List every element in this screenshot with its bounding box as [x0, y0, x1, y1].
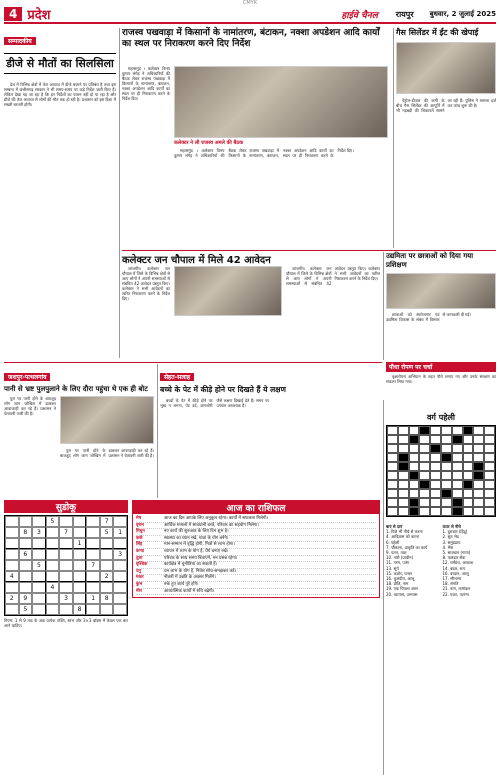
crossword-cell[interactable]	[387, 426, 398, 435]
sudoku-cell[interactable]	[46, 604, 60, 615]
rashi-name: मीन	[136, 588, 143, 594]
crossword-cell[interactable]	[430, 435, 441, 444]
sudoku-cell[interactable]	[32, 516, 46, 527]
sudoku-cell[interactable]	[19, 560, 33, 571]
editorial	[4, 28, 116, 358]
sudoku-cell[interactable]: 7	[86, 560, 100, 571]
crossword-cell[interactable]	[463, 435, 474, 444]
crossword-cell[interactable]	[441, 489, 452, 498]
rashifal-list	[133, 514, 379, 597]
issue-date: बुधवार, 2 जुलाई 2025	[429, 9, 496, 18]
crossword-cell[interactable]	[473, 480, 484, 489]
sudoku-cell[interactable]	[100, 538, 114, 549]
sudoku-cell[interactable]	[5, 549, 19, 560]
sudoku-cell[interactable]	[5, 527, 19, 538]
sudoku-cell[interactable]	[19, 571, 33, 582]
clue-item: 1. दुराचार (हिंदू)	[442, 529, 468, 535]
sudoku-cell[interactable]	[113, 516, 127, 527]
accident-tag: जशपुर-पत्थलगांव	[4, 373, 50, 381]
sudoku-cell[interactable]	[113, 593, 127, 604]
clue-item: 2. सुत भेद	[442, 534, 459, 540]
sudoku-cell[interactable]: 3	[113, 549, 127, 560]
sudoku-cell[interactable]	[59, 560, 73, 571]
sudoku-cell[interactable]	[73, 516, 87, 527]
sudoku-cell[interactable]	[113, 582, 127, 593]
crossword-cell[interactable]	[398, 498, 409, 507]
lead-story	[122, 28, 390, 158]
crossword-cell[interactable]	[387, 435, 398, 444]
crossword-cell[interactable]	[463, 471, 474, 480]
sudoku-cell[interactable]	[59, 571, 73, 582]
sudoku-cell[interactable]	[5, 560, 19, 571]
clue-item: 4. भैंस	[442, 544, 454, 550]
rashifal-row	[136, 589, 376, 596]
accident-headline: पानी से भ्रष्ट पुलपुलाने के लिए दौरा पहुंचा थे एक ही बोट	[4, 385, 148, 393]
rashifal-row	[136, 582, 376, 589]
clue-item: 16. वरदान, आलू	[442, 570, 469, 576]
crossword-grid	[386, 425, 496, 517]
rashi-text: नए कार्य की शुरुआत के लिए दिन शुभ है।	[164, 529, 229, 535]
crossword-cell[interactable]	[398, 444, 409, 453]
crossword-cell[interactable]	[430, 480, 441, 489]
page-number: 4	[4, 7, 22, 21]
crossword-cell[interactable]	[473, 471, 484, 480]
gas-body: पेट्रोल-डीजल की कमी के बीच गैस सिलेंडर की आपूर्ति में भी गड़बड़ी की शिकायतें सामने आ रही हैं। पुलिस ने मामला दर्ज कर जांच शुरू की है।	[396, 98, 496, 113]
crossword-cell[interactable]	[484, 480, 495, 489]
crossword-cell[interactable]	[398, 507, 409, 516]
sudoku-cell[interactable]	[73, 560, 87, 571]
down-clues	[443, 524, 497, 597]
crossword-cell[interactable]	[452, 471, 463, 480]
crossword-cell[interactable]	[452, 507, 463, 516]
sudoku-cell[interactable]	[59, 516, 73, 527]
crossword-cell[interactable]	[473, 426, 484, 435]
crossword-cell[interactable]	[484, 435, 495, 444]
clue-item: 5. सावधान (गाया)	[442, 550, 471, 556]
editorial-body: देश में विभिन्न क्षेत्रों में तेज आवाज में डीजे बजाने पर प्रतिबंध है तथा इस सम्बन्ध में छत्तीसगढ़ सरकार ने भी समय-समय पर कड़े निर्देश जारी किए हैं। लेकिन देखा यह जा रहा है कि इन निर्देशों का पालन नहीं हो पा रहा है और डीजे की तेज आवाज से लोगों की मौत तक हो रही है। प्रशासन को इस दिशा में सख्ती बरतनी होगी।	[4, 82, 116, 107]
sudoku-cell[interactable]	[113, 560, 127, 571]
crossword-cell[interactable]	[409, 480, 420, 489]
crossword-cell[interactable]	[409, 498, 420, 507]
crossword-cell[interactable]	[473, 453, 484, 462]
rashi-name: मिथुन	[136, 529, 145, 535]
rashi-name: कन्या	[136, 548, 145, 554]
sudoku-instruction: नियम: 1 से 9 तक के अंक प्रत्येक पंक्ति, स्तंभ और 3×3 बॉक्स में केवल एक बार आने चाहिए।	[4, 618, 128, 628]
crossword-cell[interactable]	[409, 489, 420, 498]
clue-item: 10. नारी (प्राचीन)	[386, 555, 414, 561]
crossword-cell[interactable]	[430, 444, 441, 453]
sudoku-cell[interactable]	[32, 582, 46, 593]
rashifal-row	[136, 529, 376, 536]
sudoku-cell[interactable]: 1	[86, 593, 100, 604]
sudoku-cell[interactable]	[86, 538, 100, 549]
clue-item: 22. एकर, पटरंगा	[442, 591, 469, 597]
clue-item: 18. संगति	[442, 581, 459, 587]
rashi-name: तुला	[136, 555, 143, 561]
training-body: छात्राओं को स्वरोजगार एवं उद्यमिता विकास के संबंध में विस्तार से जानकारी दी गई।	[386, 312, 471, 322]
lead-photo	[174, 66, 388, 138]
sudoku-cell[interactable]	[32, 593, 46, 604]
crossword-cell[interactable]	[419, 489, 430, 498]
cmyk-marker: CMYK	[242, 0, 258, 6]
crossword-cell[interactable]	[398, 471, 409, 480]
across-clues	[386, 524, 440, 597]
sudoku-cell[interactable]	[5, 538, 19, 549]
sudoku-cell[interactable]	[46, 593, 60, 604]
sudoku-cell[interactable]	[73, 527, 87, 538]
sudoku-cell[interactable]	[19, 516, 33, 527]
sudoku-cell[interactable]	[73, 571, 87, 582]
sudoku-cell[interactable]	[100, 582, 114, 593]
crossword-cell[interactable]	[452, 498, 463, 507]
rashifal-title: आज का राशिफल	[133, 501, 379, 514]
crossword-cell[interactable]	[419, 453, 430, 462]
sudoku-cell[interactable]	[86, 527, 100, 538]
clue-item: 18. प्रीति, नाम	[386, 581, 409, 587]
sudoku-cell[interactable]	[86, 571, 100, 582]
editorial-tag: सम्पादकीय	[4, 37, 36, 45]
down-title: ऊपर से नीचे	[442, 524, 461, 529]
clue-item: 20. व्यायाम, अभ्यास	[386, 591, 418, 597]
crossword-cell[interactable]	[463, 453, 474, 462]
crossword-cell[interactable]	[463, 426, 474, 435]
brand-sub: चैनल	[360, 10, 378, 21]
crossword-cell[interactable]	[430, 462, 441, 471]
sudoku-cell[interactable]: 5	[19, 604, 33, 615]
crossword-cell[interactable]	[463, 498, 474, 507]
brand-name: हाईवे	[341, 10, 358, 21]
crossword-cell[interactable]	[441, 435, 452, 444]
health-body: बच्चों के पेट में कीड़े होने पर भूख न लगना, पेट दर्द, कमजोरी जैसे लक्षण दिखाई देते हैं। समय पर उपचार आवश्यक है।	[160, 398, 269, 408]
sudoku-cell[interactable]	[59, 538, 73, 549]
training-photo	[386, 273, 496, 309]
sudoku-cell[interactable]	[86, 516, 100, 527]
sudoku-cell[interactable]: 2	[5, 593, 19, 604]
crossword-cell[interactable]	[441, 444, 452, 453]
rashi-name: कुंभ	[136, 581, 143, 587]
training-story	[386, 252, 496, 374]
sudoku-cell[interactable]	[5, 604, 19, 615]
crossword-cell[interactable]	[452, 489, 463, 498]
sudoku-cell[interactable]	[32, 571, 46, 582]
accident-story	[4, 364, 154, 458]
sudoku-cell[interactable]	[113, 571, 127, 582]
crossword-cell[interactable]	[484, 453, 495, 462]
janchaupal-headline: कलेक्टर जन चौपाल में मिले 42 आवेदन	[122, 255, 271, 266]
sudoku	[4, 500, 128, 636]
crossword-cell[interactable]	[441, 480, 452, 489]
saplings-body: वृक्षारोपण अभियान के तहत पौधे लगाए गए और उनके संरक्षण का संकल्प लिया गया।	[386, 374, 496, 384]
sudoku-cell[interactable]	[32, 549, 46, 560]
crossword-cell[interactable]	[398, 426, 409, 435]
crossword-cell[interactable]	[430, 498, 441, 507]
crossword-cell[interactable]	[463, 489, 474, 498]
sudoku-cell[interactable]: 3	[59, 593, 73, 604]
sudoku-cell[interactable]: 5	[46, 516, 60, 527]
sudoku-cell[interactable]	[113, 538, 127, 549]
lead-caption: कलेक्टर ने ली राजस्व अमले की बैठक	[174, 140, 244, 146]
sudoku-cell[interactable]	[46, 549, 60, 560]
sudoku-cell[interactable]: 3	[32, 527, 46, 538]
across-title: बाएं से दाएं	[386, 524, 403, 529]
clue-item: 9. यतन, ताश	[386, 550, 407, 556]
sudoku-cell[interactable]	[46, 538, 60, 549]
crossword-cell[interactable]	[387, 444, 398, 453]
section-title: प्रदेश	[27, 8, 51, 23]
crossword-cell[interactable]	[387, 480, 398, 489]
sudoku-cell[interactable]	[59, 549, 73, 560]
rashi-text: आर्थिक मामलों में सावधानी बरतें, परिवार का सहयोग मिलेगा।	[164, 522, 259, 528]
crossword-cell[interactable]	[484, 498, 495, 507]
crossword-cell[interactable]	[419, 426, 430, 435]
crossword-cell[interactable]	[463, 507, 474, 516]
rashi-name: मकर	[136, 575, 144, 581]
crossword-cell[interactable]	[452, 444, 463, 453]
crossword-cell[interactable]	[419, 471, 430, 480]
clue-item: 6. पहेली	[386, 539, 400, 545]
janchaupal-story	[122, 252, 380, 301]
crossword-cell[interactable]	[473, 444, 484, 453]
crossword-cell[interactable]	[484, 462, 495, 471]
rashi-text: कार्यक्षेत्र में चुनौतियां आ सकती हैं।	[164, 562, 218, 568]
crossword-cell[interactable]	[398, 480, 409, 489]
crossword-cell[interactable]	[398, 462, 409, 471]
rashi-text: मान-सम्मान में वृद्धि होगी, मित्रों से लाभ होगा।	[164, 542, 235, 548]
crossword-cell[interactable]	[419, 480, 430, 489]
clue-item: 21. नाम, नामांकन	[442, 586, 471, 592]
sudoku-cell[interactable]	[19, 538, 33, 549]
crossword	[386, 412, 496, 517]
crossword-cell[interactable]	[419, 435, 430, 444]
crossword-cell[interactable]	[409, 435, 420, 444]
rashifal-row	[136, 575, 376, 582]
accident-body-right: पुल पर पानी होने के बावजूद लोग जान जोखिम में डालकर आवाजाही कर रहे हैं। प्रशासन ने चेतावनी जारी की है।	[60, 448, 154, 458]
crossword-cell[interactable]	[473, 435, 484, 444]
crossword-cell[interactable]	[441, 498, 452, 507]
sudoku-cell[interactable]: 8	[100, 593, 114, 604]
rashi-text: नौकरी में उन्नति के अवसर मिलेंगे।	[164, 575, 216, 581]
health-headline: बच्चे के पेट में कीड़े होने पर दिखते हैं ये लक्षण	[160, 385, 286, 394]
crossword-cell[interactable]	[463, 480, 474, 489]
rashi-text: परिवार के साथ समय बिताएंगे, मन प्रसन्न रहेगा।	[164, 555, 238, 561]
sudoku-cell[interactable]	[100, 604, 114, 615]
janchaupal-body-left: जांजगीर। कलेक्टर जन चौपाल में जिले के विभिन्न क्षेत्रों से आए लोगों ने अपनी समस्याओं से संबंधित 42 आवेदन प्रस्तुत किए। कलेक्टर ने सभी आवेदनों का त्वरित निराकरण करने के निर्देश दिए।	[122, 266, 170, 301]
crossword-cell[interactable]	[430, 489, 441, 498]
crossword-cell[interactable]	[409, 471, 420, 480]
crossword-cell[interactable]	[398, 489, 409, 498]
sudoku-cell[interactable]	[19, 582, 33, 593]
sudoku-cell[interactable]: 5	[100, 527, 114, 538]
clue-item: 1. पिछे भी नीचे से करना	[386, 529, 423, 535]
sudoku-cell[interactable]: 7	[100, 516, 114, 527]
janchaupal-photo	[174, 266, 282, 316]
janchaupal-body-right: जांजगीर। कलेक्टर जन चौपाल में जिले के विभिन्न क्षेत्रों से आए लोगों ने अपनी समस्याओं से संबंधित 42 आवेदन प्रस्तुत किए। कलेक्टर ने सभी आवेदनों का त्वरित निराकरण करने के निर्देश दिए।	[286, 266, 380, 286]
crossword-cell[interactable]	[473, 462, 484, 471]
rashifal-row	[136, 516, 376, 523]
crossword-cell[interactable]	[473, 507, 484, 516]
crossword-cell[interactable]	[409, 444, 420, 453]
rashi-name: मेष	[136, 516, 142, 521]
sudoku-cell[interactable]	[46, 560, 60, 571]
sudoku-cell[interactable]	[59, 604, 73, 615]
rashifal-row	[136, 549, 376, 556]
crossword-cell[interactable]	[441, 462, 452, 471]
sudoku-cell[interactable]	[86, 582, 100, 593]
clue-item: 15. कठोर, पत्थर	[386, 570, 413, 576]
clue-item: 14. बदल, रूप	[442, 565, 466, 571]
crossword-cell[interactable]	[419, 507, 430, 516]
clue-item: 3. समुद्रप्राय	[442, 539, 461, 545]
crossword-cell[interactable]	[452, 435, 463, 444]
crossword-cell[interactable]	[398, 453, 409, 462]
crossword-cell[interactable]	[484, 426, 495, 435]
clue-item: 8. फलदार सेवा	[442, 555, 466, 561]
crossword-cell[interactable]	[387, 507, 398, 516]
sudoku-cell[interactable]	[100, 549, 114, 560]
sudoku-cell[interactable]	[5, 582, 19, 593]
crossword-cell[interactable]	[387, 462, 398, 471]
clue-item: 12. धर्मग्रंथ, आकाश	[442, 560, 474, 566]
crossword-cell[interactable]	[387, 489, 398, 498]
crossword-cell[interactable]	[484, 471, 495, 480]
sudoku-cell[interactable]: 9	[19, 593, 33, 604]
crossword-cell[interactable]	[463, 462, 474, 471]
crossword-cell[interactable]	[463, 444, 474, 453]
sudoku-cell[interactable]	[73, 582, 87, 593]
rashi-name: वृश्चिक	[136, 562, 148, 568]
clue-item: 7. चौंकाना, प्राकृति का कार्य	[386, 544, 428, 550]
rashifal	[132, 500, 380, 598]
crossword-cell[interactable]	[409, 507, 420, 516]
crossword-cell[interactable]	[409, 426, 420, 435]
crossword-cell[interactable]	[484, 444, 495, 453]
sudoku-title: सुडोकू	[4, 500, 128, 513]
crossword-cell[interactable]	[452, 426, 463, 435]
crossword-cell[interactable]	[387, 498, 398, 507]
sudoku-cell[interactable]: 8	[19, 527, 33, 538]
crossword-cell[interactable]	[452, 453, 463, 462]
clue-item: 11. नरम, पतंग	[386, 560, 410, 566]
sudoku-cell[interactable]	[113, 604, 127, 615]
crossword-cell[interactable]	[484, 507, 495, 516]
crossword-cell[interactable]	[398, 435, 409, 444]
rashi-text: धन लाभ के योग हैं, निवेश सोच-समझकर करें।	[164, 568, 237, 574]
sudoku-cell[interactable]	[100, 560, 114, 571]
crossword-cell[interactable]	[409, 453, 420, 462]
crossword-cell[interactable]	[484, 489, 495, 498]
sudoku-cell[interactable]	[59, 582, 73, 593]
crossword-cell[interactable]	[473, 489, 484, 498]
sudoku-cell[interactable]	[46, 527, 60, 538]
gas-story	[396, 28, 496, 248]
sudoku-cell[interactable]: 2	[100, 571, 114, 582]
crossword-cell[interactable]	[452, 462, 463, 471]
sudoku-cell[interactable]	[86, 549, 100, 560]
clue-item: 19. एक पिघला आस	[386, 586, 418, 592]
clue-item: 16. कुलदीप, आलू	[386, 576, 415, 582]
crossword-cell[interactable]	[452, 480, 463, 489]
crossword-cell[interactable]	[419, 444, 430, 453]
rashi-name: सिंह	[136, 542, 143, 548]
health-story	[160, 364, 382, 510]
lead-headline: राजस्व पखवाड़ा में किसानों के नामांतरण, बंटाकन, नक्शा अपडेशन आदि कार्यों का स्थल पर निराकरण करने दिए निर्देश	[122, 28, 380, 49]
sudoku-cell[interactable]: 6	[19, 549, 33, 560]
sudoku-cell[interactable]: 8	[73, 604, 87, 615]
crossword-cell[interactable]	[473, 498, 484, 507]
lead-body-left: महासमुंद । कलेक्टर विनय कुमार लंगेह ने अधिकारियों की बैठक लेकर राजस्व पखवाड़ा में किसानों के नामांतरण, बंटाकन, नक्शा अपडेशन आदि कार्यों का स्थल पर ही निराकरण करने के निर्देश दिए।	[122, 66, 170, 101]
crossword-clues	[386, 524, 496, 597]
rashi-text: व्यापार में लाभ के योग हैं, धैर्य बनाए रखें।	[164, 548, 229, 554]
sudoku-grid	[4, 515, 128, 616]
rashifal-row	[136, 542, 376, 549]
rashi-text: स्वास्थ्य का ध्यान रखें, यात्रा के योग बनेंगे।	[164, 535, 229, 541]
clue-item: 13. सूर्य	[386, 565, 399, 571]
saplings-story	[386, 362, 496, 404]
clue-item: 4. आदिवास को करना	[386, 534, 419, 540]
crossword-cell[interactable]	[441, 426, 452, 435]
rashifal-row	[136, 562, 376, 569]
crossword-title: वर्ग पहेली	[426, 413, 456, 422]
sudoku-cell[interactable]: 4	[5, 571, 19, 582]
crossword-cell[interactable]	[419, 498, 430, 507]
crossword-cell[interactable]	[430, 507, 441, 516]
masthead	[4, 6, 496, 24]
rashi-name: वृषभ	[136, 522, 144, 528]
sudoku-cell[interactable]: 7	[59, 527, 73, 538]
sudoku-cell[interactable]	[73, 549, 87, 560]
training-headline: उद्यमिता पर छात्राओं को दिया गया प्रशिक्षण	[386, 252, 474, 269]
lead-body-right: महासमुंद । कलेक्टर विनय कुमार लंगेह ने अधिकारियों की बैठक लेकर राजस्व पखवाड़ा में किसानों के नामांतरण, बंटाकन, नक्शा अपडेशन आदि कार्यों का स्थल पर ही निराकरण करने के निर्देश दिए।	[174, 148, 354, 158]
crossword-cell[interactable]	[430, 471, 441, 480]
sudoku-cell[interactable]	[86, 604, 100, 615]
health-tag: सेहत-सलाह	[160, 373, 194, 381]
sudoku-cell[interactable]: 4	[46, 582, 60, 593]
gas-headline: गैस सिलेंडर में ईंट की खेपाई	[396, 28, 479, 37]
editorial-title: डीजे से मौतों का सिलसिला	[4, 53, 116, 74]
crossword-cell[interactable]	[409, 462, 420, 471]
rashi-text: आज का दिन आपके लिए अनुकूल रहेगा। कार्यों में सफलता मिलेगी।	[164, 516, 269, 521]
rashi-text: आध्यात्मिक कार्यों में रुचि बढ़ेगी।	[164, 588, 215, 594]
clue-item: 17. सौभाग्य	[442, 576, 462, 582]
sudoku-cell[interactable]	[32, 538, 46, 549]
saplings-headline: पौधा रोपण पर चर्चा	[386, 362, 496, 372]
crossword-cell[interactable]	[430, 453, 441, 462]
sudoku-cell[interactable]: 5	[32, 560, 46, 571]
sudoku-cell[interactable]	[5, 516, 19, 527]
crossword-cell[interactable]	[430, 426, 441, 435]
sudoku-cell[interactable]: 1	[73, 538, 87, 549]
rashi-text: रुके हुए कार्य पूरे होंगे।	[164, 581, 199, 587]
crossword-cell[interactable]	[441, 471, 452, 480]
city: रायपुर	[395, 9, 414, 19]
rashi-name: कर्क	[136, 535, 143, 541]
crossword-cell[interactable]	[387, 471, 398, 480]
accident-photo	[60, 396, 154, 444]
accident-body-left: पुल पर पानी होने के बावजूद लोग जान जोखिम में डालकर आवाजाही कर रहे हैं। प्रशासन ने चेतावनी जारी की है।	[4, 396, 56, 416]
crossword-cell[interactable]	[441, 507, 452, 516]
crossword-cell[interactable]	[441, 453, 452, 462]
crossword-cell[interactable]	[419, 462, 430, 471]
sudoku-cell[interactable]	[73, 593, 87, 604]
crossword-cell[interactable]	[387, 453, 398, 462]
rashi-name: धनु	[136, 568, 142, 574]
sudoku-cell[interactable]: 1	[113, 527, 127, 538]
sudoku-cell[interactable]	[32, 604, 46, 615]
sudoku-cell[interactable]	[46, 571, 60, 582]
gas-photo	[396, 42, 496, 94]
